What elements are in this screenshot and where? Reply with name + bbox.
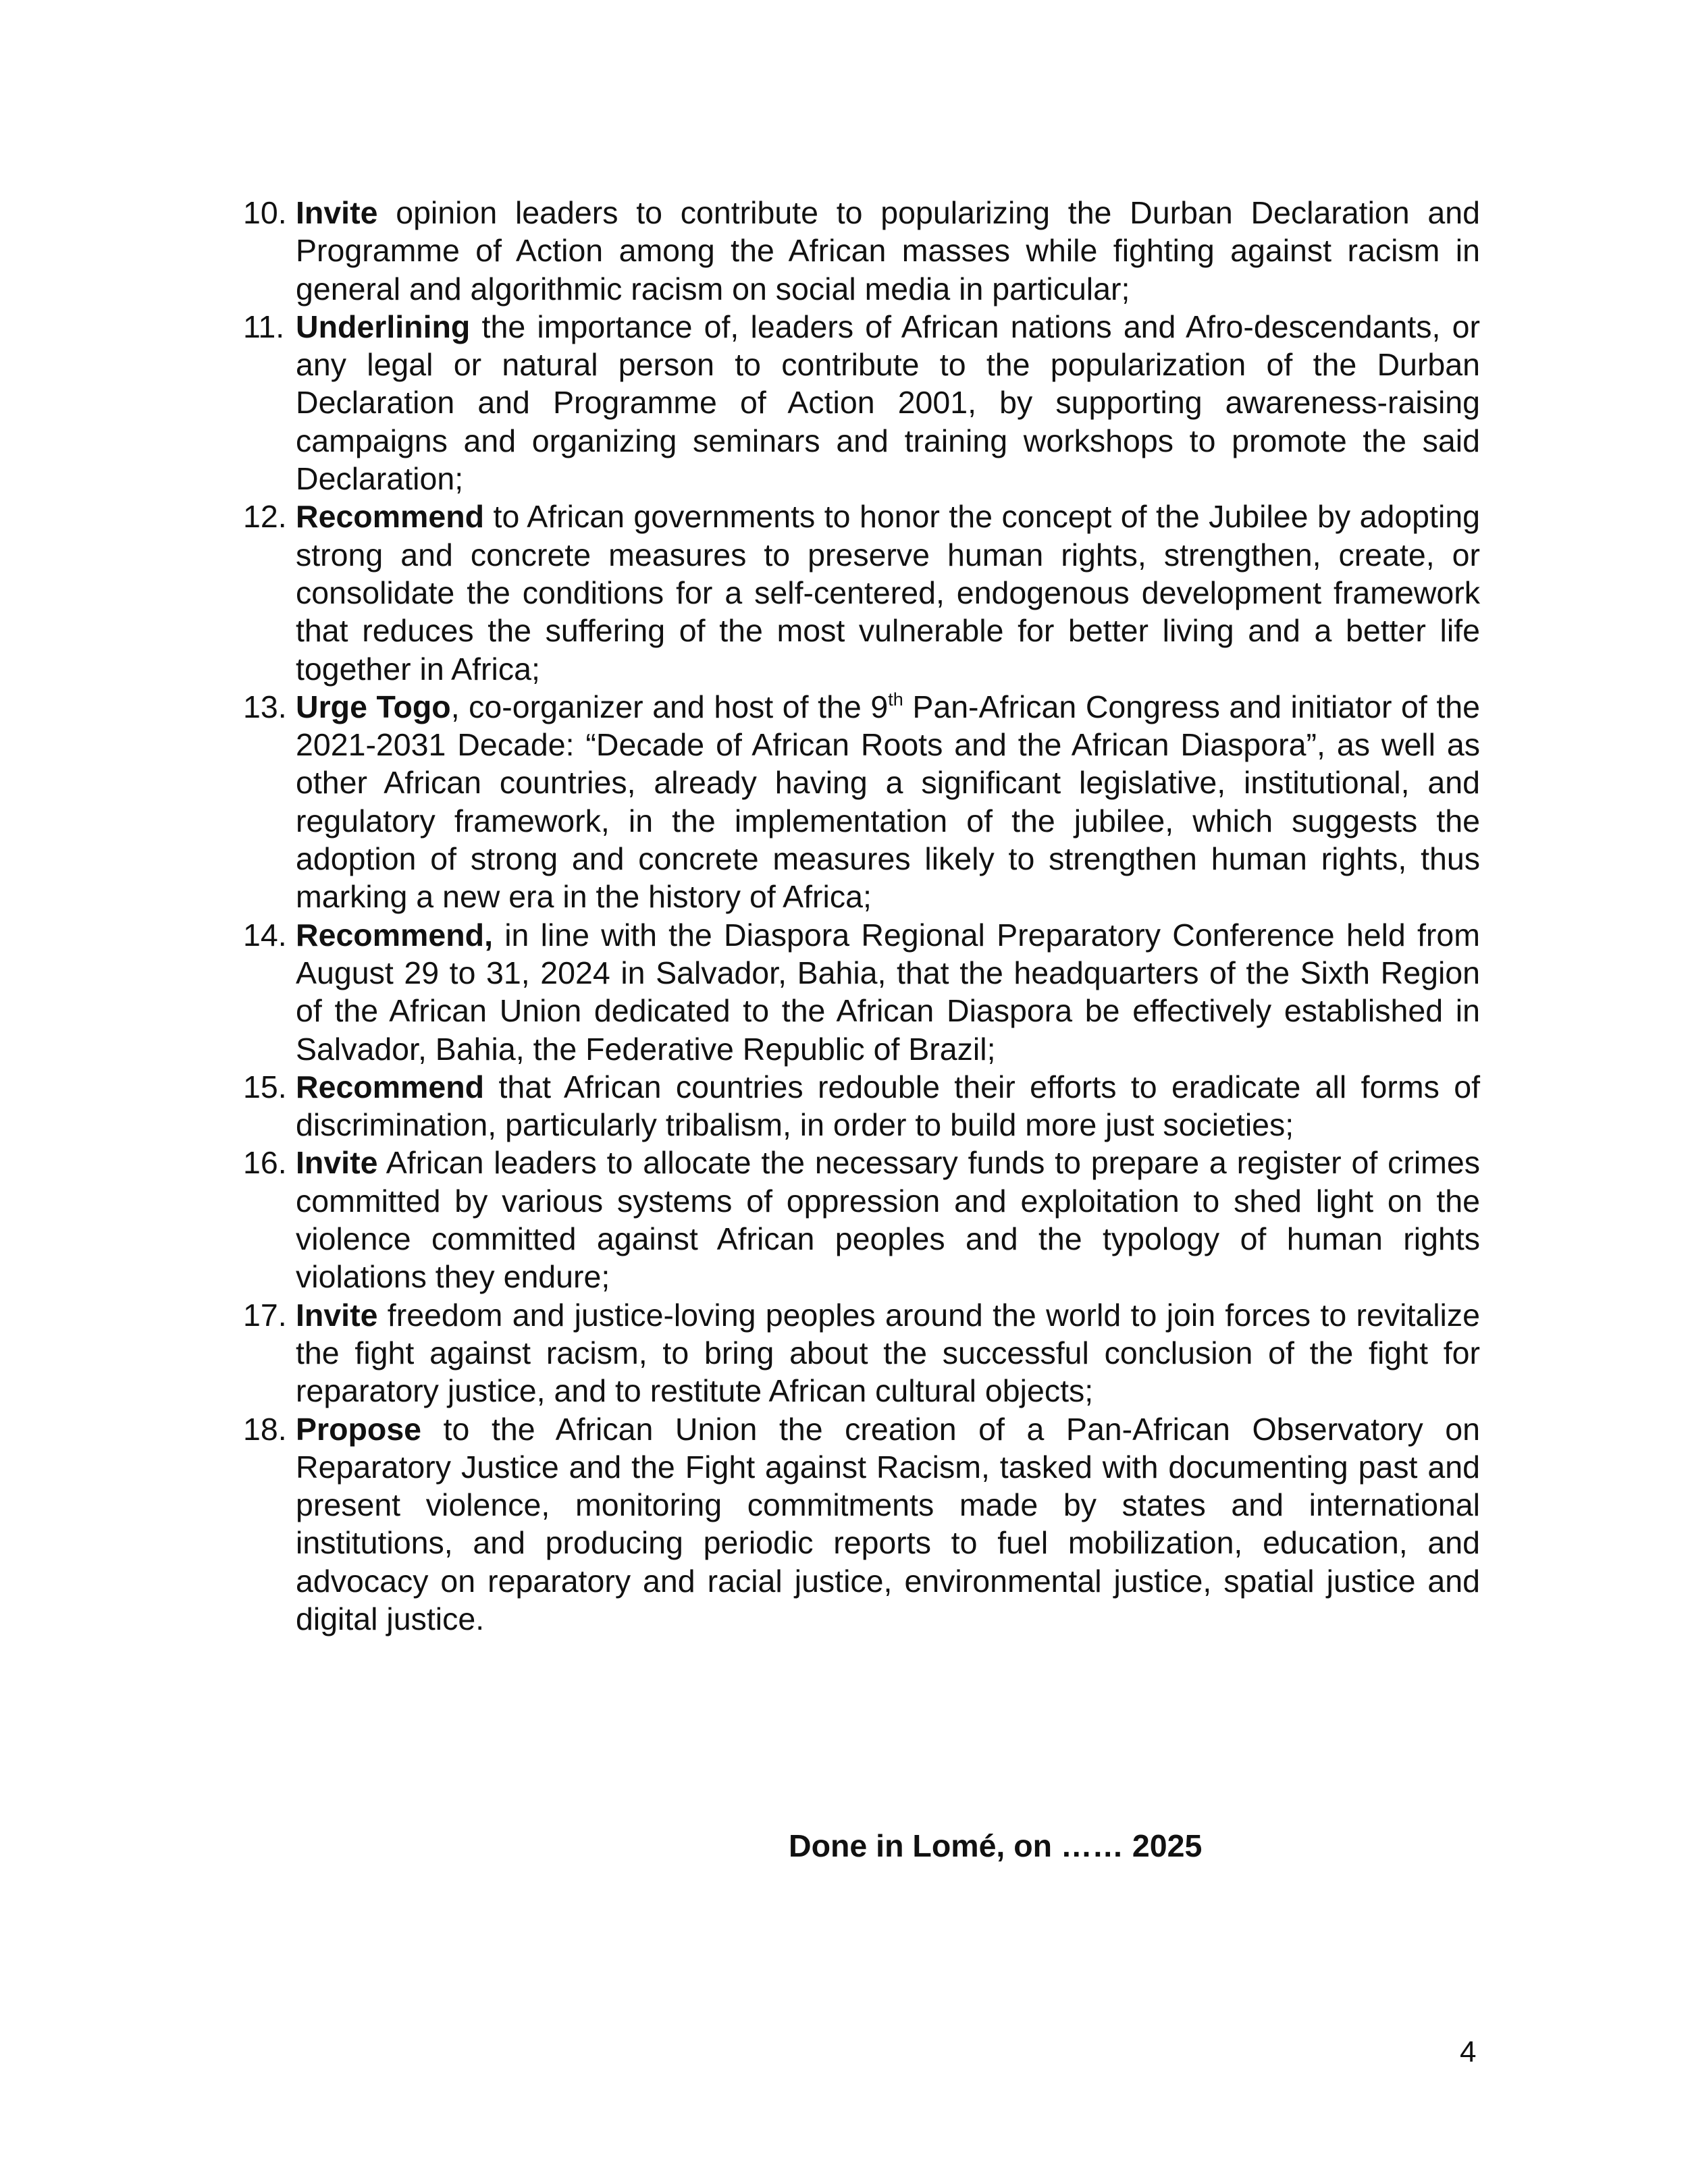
item-text: opinion leaders to contribute to popularizing the Durban Declaration and Programme of Action among the African masses while fighting against racism in general and algorithmic racism on social media in particular; <box>296 195 1480 307</box>
item-text: in line with the Diaspora Regional Preparatory Conference held from August 29 to 31, 2024 in Salvador, Bahia, that the headquarters of the Sixth Region of the African Union dedicated to the African Diaspora be effectively established in Salvador, Bahia, the Federative Republic of Brazil; <box>296 917 1480 1067</box>
item-lead-verb: Underlining <box>296 309 471 344</box>
list-item <box>243 1410 1480 1639</box>
resolution-list <box>243 194 1480 1638</box>
page-number: 4 <box>1460 2035 1477 2069</box>
item-number: 16. <box>243 1145 287 1181</box>
list-item <box>243 1144 1480 1296</box>
item-lead-verb: Urge Togo <box>296 689 451 724</box>
item-text: Pan-African Congress and initiator of the 2021-2031 Decade: “Decade of African Roots and the African Diaspora”, as well as other African countries, already having a significant legislative, institutional, and regulatory framework, in the implementation of the jubilee, which suggests the adoption of strong and concrete measures likely to strengthen human rights, thus marking a new era in the history of Africa; <box>296 689 1481 915</box>
list-item <box>243 194 1480 308</box>
item-number: 15. <box>243 1069 287 1104</box>
item-lead-verb: Recommend <box>296 1069 485 1104</box>
ordinal-superscript: th <box>888 689 903 710</box>
item-lead-verb: Invite <box>296 195 378 230</box>
item-text: that African countries redouble their efforts to eradicate all forms of discrimination, particularly tribalism, in order to build more just societies; <box>296 1069 1480 1143</box>
item-number: 13. <box>243 689 287 724</box>
list-item <box>243 308 1480 498</box>
list-item <box>243 916 1480 1068</box>
list-item <box>243 498 1480 687</box>
item-lead-verb: Propose <box>296 1411 422 1447</box>
item-text: to the African Union the creation of a Pan-African Observatory on Reparatory Justice and the Fight against Racism, tasked with documenting past and present violence, monitoring commitments made by states and international institutions, and producing periodic reports to fuel mobilization, education, and advocacy on reparatory and racial justice, environmental justice, spatial justice and digital justice. <box>296 1411 1480 1636</box>
list-item <box>243 1068 1480 1144</box>
item-lead-verb: Recommend, <box>296 917 493 953</box>
closing-statement: Done in Lomé, on …… 2025 <box>789 1828 1203 1863</box>
item-number: 17. <box>243 1297 287 1333</box>
item-text: to African governments to honor the concept of the Jubilee by adopting strong and concrete measures to preserve human rights, strengthen, create, or consolidate the conditions for a self-centered, endogenous development framework that reduces the suffering of the most vulnerable for better living and a better life together in Africa; <box>296 499 1480 687</box>
list-item <box>243 688 1480 916</box>
item-number: 11. <box>243 309 285 344</box>
item-lead-verb: Invite <box>296 1297 378 1333</box>
item-text: freedom and justice-loving peoples around the world to join forces to revitalize the fight against racism, to bring about the successful conclusion of the fight for reparatory justice, and to restitute African cultural objects; <box>296 1297 1480 1409</box>
item-text: African leaders to allocate the necessary funds to prepare a register of crimes committed by various systems of oppression and exploitation to shed light on the violence committed against African peoples and the typology of human rights violations they endure; <box>296 1145 1480 1295</box>
item-text: , co-organizer and host of the 9 <box>450 689 889 724</box>
list-item <box>243 1296 1480 1410</box>
item-number: 14. <box>243 917 287 953</box>
item-number: 10. <box>243 195 287 230</box>
item-number: 18. <box>243 1411 287 1447</box>
item-text: the importance of, leaders of African nations and Afro-descendants, or any legal or natural person to contribute to the popularization of the Durban Declaration and Programme of Action 2001, by supporting awareness-raising campaigns and organizing seminars and training workshops to promote the said Declaration; <box>296 309 1480 497</box>
item-lead-verb: Recommend <box>296 499 485 535</box>
item-number: 12. <box>243 499 287 535</box>
item-lead-verb: Invite <box>296 1145 378 1181</box>
